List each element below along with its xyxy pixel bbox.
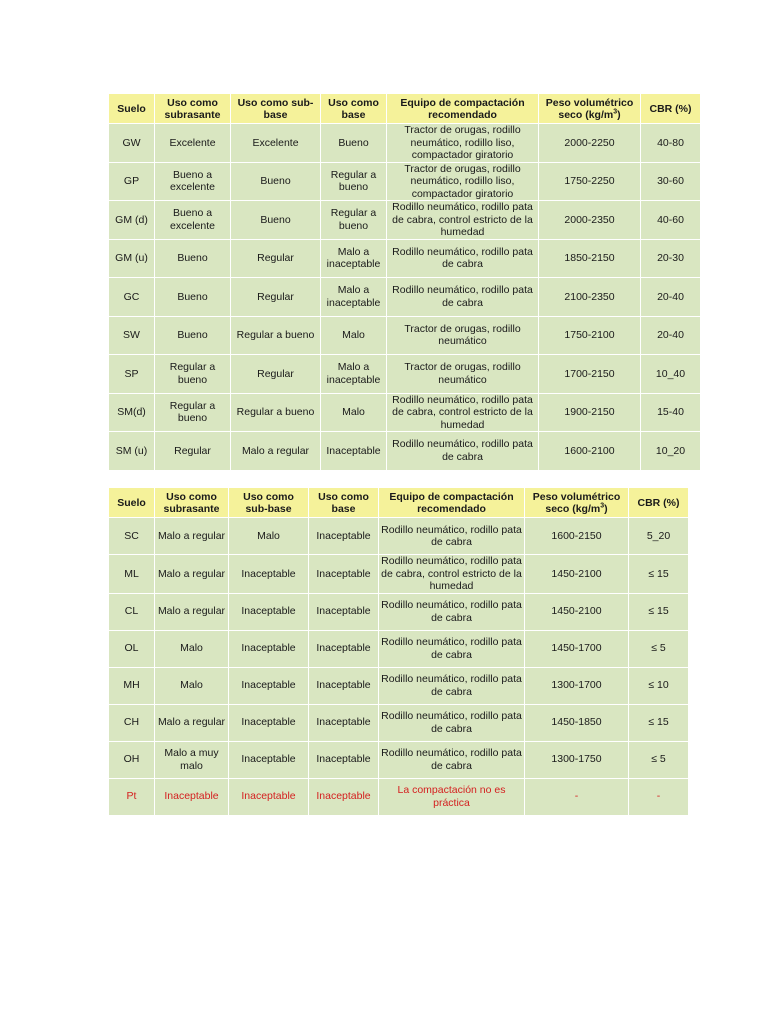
- cell-subrasante: Malo: [155, 630, 229, 667]
- cell-suelo: OH: [109, 741, 155, 778]
- cell-subbase: Inaceptable: [229, 778, 309, 815]
- cell-subbase: Inaceptable: [229, 741, 309, 778]
- cell-base: Bueno: [321, 124, 387, 163]
- table-row: [109, 630, 689, 667]
- table-header-row: [109, 94, 701, 124]
- table-row: [109, 355, 701, 394]
- cell-subrasante: Malo a muy malo: [155, 741, 229, 778]
- cell-base: Inaceptable: [309, 555, 379, 594]
- cell-subbase: Bueno: [231, 201, 321, 240]
- cell-cbr: 20-30: [641, 239, 701, 278]
- cell-equipo: Rodillo neumático, rodillo pata de cabra: [379, 518, 525, 555]
- cell-cbr: 30-60: [641, 162, 701, 201]
- cell-subbase: Inaceptable: [229, 704, 309, 741]
- table-body: [109, 518, 689, 816]
- cell-base: Malo: [321, 316, 387, 355]
- cell-suelo: GM (d): [109, 201, 155, 240]
- cell-subrasante: Malo: [155, 667, 229, 704]
- table-row: [109, 432, 701, 471]
- header-peso-sup: 3: [600, 502, 605, 509]
- table-row: [109, 201, 701, 240]
- cell-peso: 1450-1850: [525, 704, 629, 741]
- cell-base: Inaceptable: [309, 593, 379, 630]
- table-row: [109, 667, 689, 704]
- header-peso-suffix: ): [617, 108, 621, 121]
- cell-suelo: MH: [109, 667, 155, 704]
- cell-base: Inaceptable: [309, 778, 379, 815]
- cell-peso: 1300-1700: [525, 667, 629, 704]
- cell-peso: 2000-2350: [539, 201, 641, 240]
- header-peso-sup: 3: [613, 108, 618, 115]
- header-cbr: CBR (%): [641, 94, 701, 124]
- cell-base: Malo: [321, 393, 387, 432]
- cell-peso: 1300-1750: [525, 741, 629, 778]
- table-row: [109, 704, 689, 741]
- cell-base: Inaceptable: [309, 630, 379, 667]
- cell-equipo: Rodillo neumático, rodillo pata de cabra, control estricto de la humedad: [387, 393, 539, 432]
- cell-suelo: GP: [109, 162, 155, 201]
- cell-peso: 1600-2100: [539, 432, 641, 471]
- cell-subrasante: Malo a regular: [155, 518, 229, 555]
- cell-cbr: ≤ 10: [629, 667, 689, 704]
- table-row: [109, 278, 701, 317]
- cell-peso: 1450-2100: [525, 593, 629, 630]
- header-peso: [539, 94, 641, 124]
- cell-cbr: 40-60: [641, 201, 701, 240]
- header-subbase: Uso como sub-base: [231, 94, 321, 124]
- table-row: [109, 239, 701, 278]
- table-row: [109, 316, 701, 355]
- header-peso-text: Peso volumétrico seco (kg/m: [532, 490, 621, 515]
- cell-subbase: Malo a regular: [231, 432, 321, 471]
- table-row: [109, 555, 689, 594]
- cell-subrasante: Regular a bueno: [155, 393, 231, 432]
- cell-base: Malo a inaceptable: [321, 278, 387, 317]
- soil-compaction-table-1: [108, 93, 701, 471]
- table-row: [109, 593, 689, 630]
- cell-suelo: GW: [109, 124, 155, 163]
- header-equipo: Equipo de compactación recomendado: [387, 94, 539, 124]
- cell-subrasante: Bueno: [155, 316, 231, 355]
- header-equipo: Equipo de compactación recomendado: [379, 488, 525, 518]
- cell-base: Malo a inaceptable: [321, 355, 387, 394]
- cell-subrasante: Bueno: [155, 239, 231, 278]
- cell-suelo: SP: [109, 355, 155, 394]
- table-header-row: [109, 488, 689, 518]
- cell-subbase: Inaceptable: [229, 593, 309, 630]
- cell-equipo: Tractor de orugas, rodillo neumático, rodillo liso, compactador giratorio: [387, 124, 539, 163]
- cell-equipo: Rodillo neumático, rodillo pata de cabra, control estricto de la humedad: [387, 201, 539, 240]
- header-peso-text: Peso volumétrico seco (kg/m: [545, 96, 634, 121]
- cell-subbase: Malo: [229, 518, 309, 555]
- cell-peso: 1750-2250: [539, 162, 641, 201]
- cell-cbr: ≤ 15: [629, 555, 689, 594]
- cell-equipo: Tractor de orugas, rodillo neumático: [387, 316, 539, 355]
- cell-subrasante: Regular: [155, 432, 231, 471]
- header-subrasante: Uso como subrasante: [155, 488, 229, 518]
- cell-base: Inaceptable: [309, 518, 379, 555]
- header-base: Uso como base: [309, 488, 379, 518]
- cell-cbr: 10_40: [641, 355, 701, 394]
- cell-equipo: Rodillo neumático, rodillo pata de cabra: [387, 239, 539, 278]
- table-row: [109, 124, 701, 163]
- table-row: [109, 393, 701, 432]
- cell-peso: 1750-2100: [539, 316, 641, 355]
- cell-cbr: 5_20: [629, 518, 689, 555]
- table-row: [109, 162, 701, 201]
- cell-base: Regular a bueno: [321, 201, 387, 240]
- cell-equipo: Tractor de orugas, rodillo neumático: [387, 355, 539, 394]
- cell-subbase: Inaceptable: [229, 667, 309, 704]
- cell-suelo: Pt: [109, 778, 155, 815]
- cell-suelo: CH: [109, 704, 155, 741]
- cell-peso: -: [525, 778, 629, 815]
- cell-cbr: 10_20: [641, 432, 701, 471]
- cell-cbr: 20-40: [641, 316, 701, 355]
- cell-suelo: GM (u): [109, 239, 155, 278]
- cell-subbase: Regular a bueno: [231, 316, 321, 355]
- header-subrasante: Uso como subrasante: [155, 94, 231, 124]
- cell-subbase: Regular a bueno: [231, 393, 321, 432]
- cell-subbase: Excelente: [231, 124, 321, 163]
- cell-subbase: Regular: [231, 239, 321, 278]
- cell-subrasante: Malo a regular: [155, 704, 229, 741]
- cell-subrasante: Bueno a excelente: [155, 162, 231, 201]
- cell-peso: 1900-2150: [539, 393, 641, 432]
- cell-peso: 1450-1700: [525, 630, 629, 667]
- table-row: [109, 518, 689, 555]
- cell-peso: 1850-2150: [539, 239, 641, 278]
- cell-peso: 2100-2350: [539, 278, 641, 317]
- header-peso: [525, 488, 629, 518]
- cell-equipo: Rodillo neumático, rodillo pata de cabra: [387, 432, 539, 471]
- header-base: Uso como base: [321, 94, 387, 124]
- cell-peso: 1700-2150: [539, 355, 641, 394]
- cell-cbr: -: [629, 778, 689, 815]
- cell-subrasante: Regular a bueno: [155, 355, 231, 394]
- cell-base: Inaceptable: [309, 667, 379, 704]
- cell-equipo: Tractor de orugas, rodillo neumático, rodillo liso, compactador giratorio: [387, 162, 539, 201]
- cell-cbr: ≤ 15: [629, 593, 689, 630]
- cell-suelo: OL: [109, 630, 155, 667]
- cell-cbr: ≤ 5: [629, 630, 689, 667]
- cell-subrasante: Excelente: [155, 124, 231, 163]
- cell-cbr: 15-40: [641, 393, 701, 432]
- cell-equipo: La compactación no es práctica: [379, 778, 525, 815]
- cell-suelo: SW: [109, 316, 155, 355]
- cell-equipo: Rodillo neumático, rodillo pata de cabra: [387, 278, 539, 317]
- cell-equipo: Rodillo neumático, rodillo pata de cabra: [379, 667, 525, 704]
- table-row: [109, 778, 689, 815]
- header-suelo: Suelo: [109, 488, 155, 518]
- cell-subbase: Regular: [231, 355, 321, 394]
- cell-subrasante: Bueno: [155, 278, 231, 317]
- cell-subrasante: Inaceptable: [155, 778, 229, 815]
- cell-subrasante: Malo a regular: [155, 593, 229, 630]
- header-peso-suffix: ): [604, 502, 608, 515]
- cell-base: Malo a inaceptable: [321, 239, 387, 278]
- cell-equipo: Rodillo neumático, rodillo pata de cabra, control estricto de la humedad: [379, 555, 525, 594]
- cell-base: Inaceptable: [309, 704, 379, 741]
- cell-equipo: Rodillo neumático, rodillo pata de cabra: [379, 593, 525, 630]
- cell-subbase: Regular: [231, 278, 321, 317]
- cell-equipo: Rodillo neumático, rodillo pata de cabra: [379, 704, 525, 741]
- cell-subrasante: Bueno a excelente: [155, 201, 231, 240]
- cell-equipo: Rodillo neumático, rodillo pata de cabra: [379, 630, 525, 667]
- header-suelo: Suelo: [109, 94, 155, 124]
- cell-equipo: Rodillo neumático, rodillo pata de cabra: [379, 741, 525, 778]
- cell-base: Inaceptable: [321, 432, 387, 471]
- cell-suelo: GC: [109, 278, 155, 317]
- cell-subbase: Inaceptable: [229, 630, 309, 667]
- cell-cbr: ≤ 15: [629, 704, 689, 741]
- header-subbase: Uso como sub-base: [229, 488, 309, 518]
- cell-subrasante: Malo a regular: [155, 555, 229, 594]
- cell-suelo: SM (u): [109, 432, 155, 471]
- cell-cbr: 40-80: [641, 124, 701, 163]
- cell-suelo: SM(d): [109, 393, 155, 432]
- cell-cbr: 20-40: [641, 278, 701, 317]
- cell-suelo: SC: [109, 518, 155, 555]
- cell-cbr: ≤ 5: [629, 741, 689, 778]
- cell-subbase: Bueno: [231, 162, 321, 201]
- cell-base: Regular a bueno: [321, 162, 387, 201]
- cell-suelo: CL: [109, 593, 155, 630]
- cell-peso: 1450-2100: [525, 555, 629, 594]
- table-body: [109, 124, 701, 471]
- cell-subbase: Inaceptable: [229, 555, 309, 594]
- cell-peso: 1600-2150: [525, 518, 629, 555]
- cell-base: Inaceptable: [309, 741, 379, 778]
- header-cbr: CBR (%): [629, 488, 689, 518]
- cell-suelo: ML: [109, 555, 155, 594]
- soil-compaction-table-2: [108, 487, 689, 816]
- table-row: [109, 741, 689, 778]
- cell-peso: 2000-2250: [539, 124, 641, 163]
